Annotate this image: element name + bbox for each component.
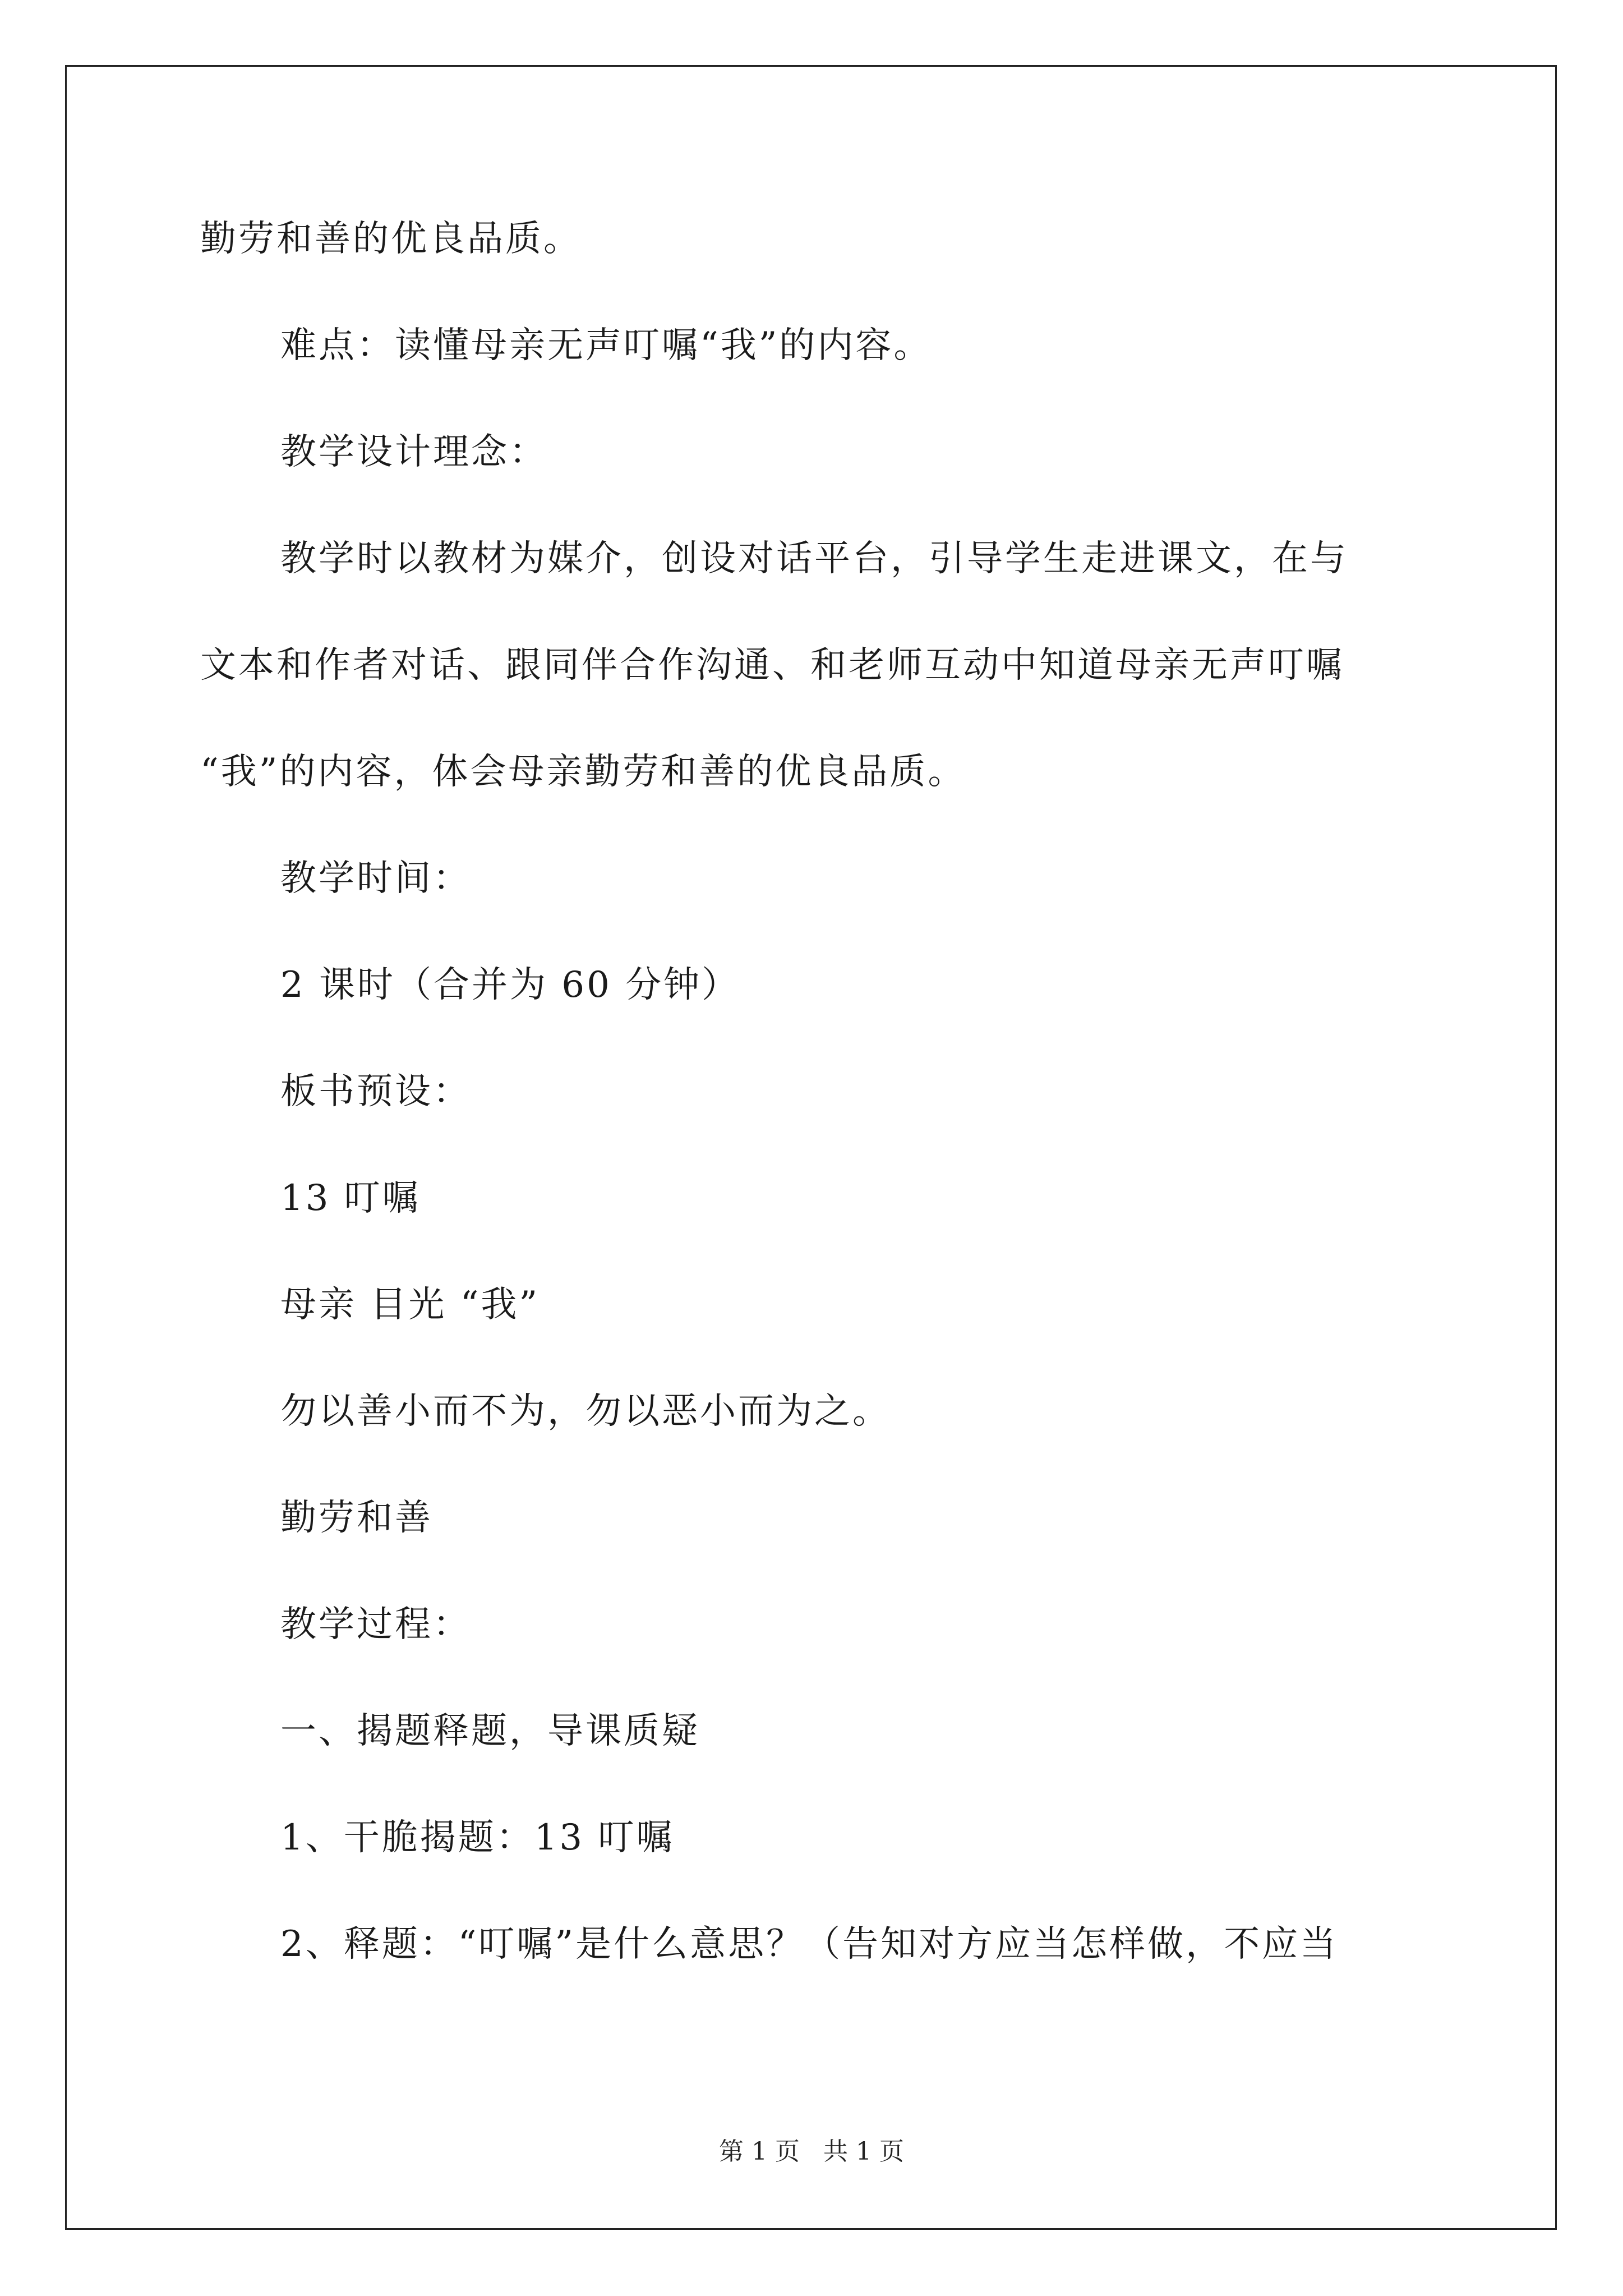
paragraph-line: 教学时以教材为媒介，创设对话平台，引导学生走进课文，在与	[280, 538, 1348, 579]
paragraph-line: 母亲 目光 “我”	[280, 1284, 540, 1326]
paragraph-line: 2、释题：“叮嘱”是什么意思？（告知对方应当怎样做，不应当	[280, 1924, 1339, 1965]
paragraph-line: 1、干脆揭题：13 叮嘱	[280, 1817, 675, 1858]
section-heading: 教学设计理念：	[280, 431, 547, 473]
paragraph-line: 2 课时（合并为 60 分钟）	[280, 964, 740, 1006]
page-footer	[0, 2136, 1623, 2168]
section-heading: 板书预设：	[280, 1071, 471, 1112]
paragraph-line: 一、揭题释题，导课质疑	[280, 1710, 700, 1752]
section-heading: 教学过程：	[280, 1604, 471, 1645]
page-number: 第 1 页	[719, 2137, 800, 2166]
paragraph-line: “我”的内容，体会母亲勤劳和善的优良品质。	[200, 751, 966, 793]
paragraph-line: 勤劳和善	[280, 1497, 433, 1539]
paragraph-line: 难点：读懂母亲无声叮嘱“我”的内容。	[280, 325, 932, 366]
paragraph-line: 13 叮嘱	[280, 1177, 421, 1219]
paragraph-line: 勿以善小而不为，勿以恶小而为之。	[280, 1391, 891, 1432]
page-total: 共 1 页	[823, 2137, 904, 2166]
paragraph-line: 勤劳和善的优良品质。	[200, 218, 582, 260]
section-heading: 教学时间：	[280, 858, 471, 899]
document-body	[200, 213, 1434, 2025]
paragraph-line: 文本和作者对话、跟同伴合作沟通、和老师互动中知道母亲无声叮嘱	[200, 645, 1344, 686]
